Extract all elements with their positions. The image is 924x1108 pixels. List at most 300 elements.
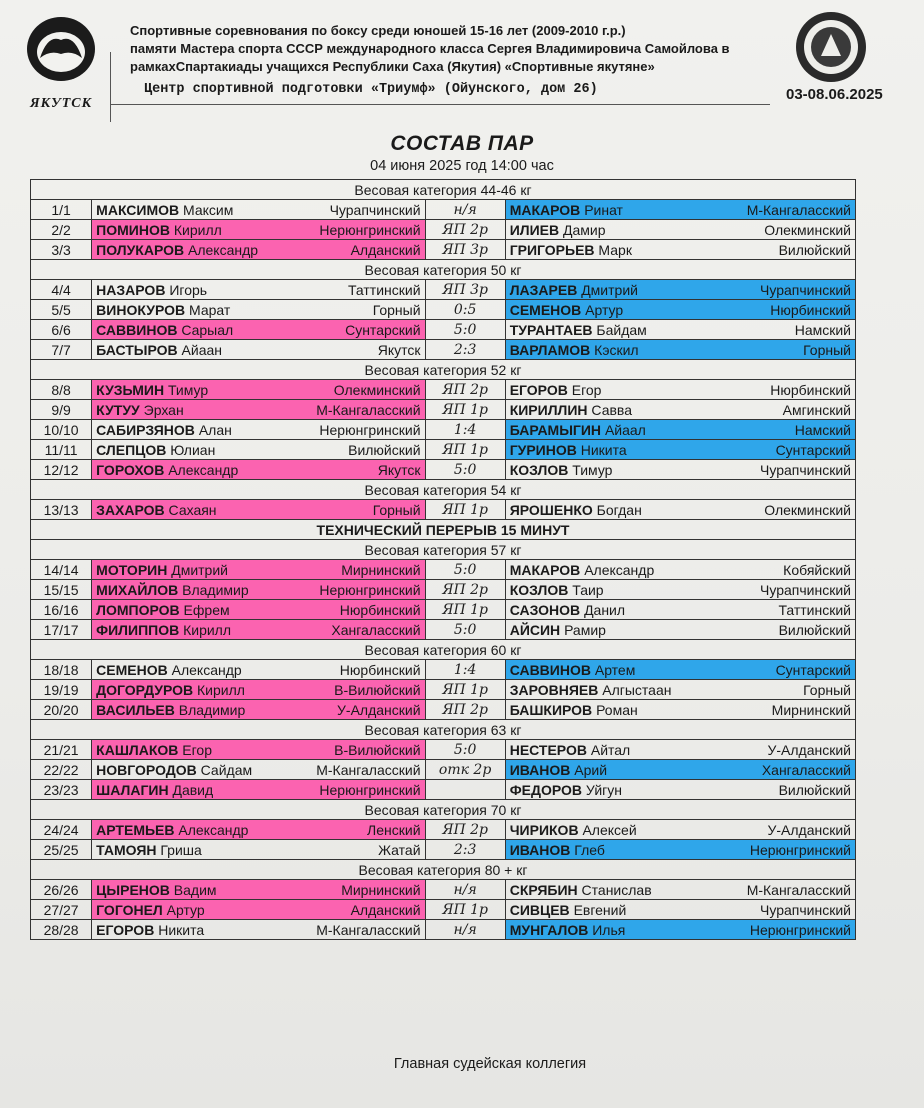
blue-fighter-last-name: СКРЯБИН — [509, 881, 578, 898]
red-fighter-first-name: Александр — [171, 661, 242, 678]
red-fighter-first-name: Сайдам — [200, 761, 253, 778]
weight-category-row — [31, 800, 856, 820]
blue-fighter-last-name: МАКАРОВ — [509, 201, 581, 218]
red-fighter-last-name: ДОГОРДУРОВ — [96, 681, 194, 698]
red-fighter-name — [96, 782, 213, 798]
red-fighter-wrap — [96, 282, 420, 298]
red-corner-fighter — [92, 820, 425, 840]
red-fighter-first-name: Игорь — [169, 281, 208, 298]
pair-row — [31, 920, 856, 940]
bout-result: ЯП 1р — [425, 680, 505, 700]
red-fighter-wrap — [96, 302, 420, 318]
header-divider-vertical — [110, 52, 111, 122]
bout-number: 10/10 — [31, 420, 92, 440]
red-fighter-first-name: Ефрем — [183, 601, 230, 618]
blue-fighter-region: Намский — [794, 421, 851, 438]
blue-fighter-last-name: ЕГОРОВ — [509, 381, 568, 398]
red-fighter-first-name: Владимир — [178, 701, 246, 718]
pair-row — [31, 420, 856, 440]
blue-fighter-last-name: ЧИРИКОВ — [509, 821, 579, 838]
pair-row — [31, 220, 856, 240]
blue-fighter-region: Сунтарский — [775, 441, 851, 458]
bout-result: н/я — [425, 920, 505, 940]
blue-fighter-wrap — [510, 342, 851, 358]
red-fighter-name — [96, 302, 230, 318]
red-fighter-first-name: Александр — [178, 821, 249, 838]
red-fighter-wrap — [96, 762, 420, 778]
blue-fighter-first-name: Ринат — [584, 201, 623, 218]
bout-number: 26/26 — [31, 880, 92, 900]
pair-row — [31, 600, 856, 620]
blue-fighter-region: Таттинский — [778, 601, 851, 618]
bout-number: 14/14 — [31, 560, 92, 580]
red-fighter-region: Ленский — [367, 821, 421, 838]
red-fighter-region: Нюрбинский — [339, 601, 421, 618]
blue-corner-fighter — [505, 300, 855, 320]
weight-category-label: Весовая категория 52 кг — [31, 360, 856, 380]
blue-fighter-wrap — [510, 682, 851, 698]
bout-result: ЯП 1р — [425, 500, 505, 520]
pair-row — [31, 840, 856, 860]
bout-number: 13/13 — [31, 500, 92, 520]
blue-fighter-wrap — [510, 582, 851, 598]
red-fighter-region: Мирнинский — [341, 561, 421, 578]
red-fighter-region: Нерюнгринский — [319, 421, 421, 438]
blue-fighter-wrap — [510, 622, 851, 638]
red-corner-fighter — [92, 440, 425, 460]
red-fighter-name — [96, 562, 228, 578]
pair-row — [31, 380, 856, 400]
weight-category-label: Весовая категория 70 кг — [31, 800, 856, 820]
bout-number: 8/8 — [31, 380, 92, 400]
organization-seal — [792, 10, 870, 84]
blue-fighter-last-name: МАКАРОВ — [509, 561, 581, 578]
blue-fighter-first-name: Алексей — [582, 821, 637, 838]
blue-fighter-last-name: ФЕДОРОВ — [509, 781, 583, 798]
bout-result — [425, 780, 505, 800]
blue-corner-fighter — [505, 380, 855, 400]
red-corner-fighter — [92, 600, 425, 620]
red-fighter-name — [96, 842, 202, 858]
red-fighter-region: Алданский — [350, 901, 421, 918]
blue-fighter-first-name: Рамир — [564, 621, 606, 638]
blue-corner-fighter — [505, 920, 855, 940]
red-fighter-region: Жатай — [378, 841, 421, 858]
blue-corner-fighter — [505, 280, 855, 300]
bout-result: 1:4 — [425, 660, 505, 680]
red-fighter-name — [96, 502, 216, 518]
blue-fighter-region: Амгинский — [782, 401, 851, 418]
blue-fighter-name — [510, 782, 622, 798]
red-fighter-wrap — [96, 882, 420, 898]
blue-fighter-first-name: Таир — [572, 581, 604, 598]
red-fighter-name — [96, 762, 252, 778]
blue-corner-fighter — [505, 320, 855, 340]
blue-corner-fighter — [505, 820, 855, 840]
red-corner-fighter — [92, 760, 425, 780]
blue-fighter-last-name: БАШКИРОВ — [509, 701, 593, 718]
red-corner-fighter — [92, 580, 425, 600]
bout-result: 1:4 — [425, 420, 505, 440]
red-fighter-last-name: КУЗЬМИН — [96, 381, 165, 398]
red-fighter-name — [96, 602, 229, 618]
bout-number: 28/28 — [31, 920, 92, 940]
red-corner-fighter — [92, 200, 425, 220]
red-fighter-name — [96, 222, 222, 238]
blue-corner-fighter — [505, 460, 855, 480]
pair-row — [31, 400, 856, 420]
red-fighter-name — [96, 442, 215, 458]
red-fighter-name — [96, 882, 216, 898]
bout-number: 3/3 — [31, 240, 92, 260]
bout-result: 5:0 — [425, 620, 505, 640]
red-fighter-region: М-Кангаласский — [316, 921, 421, 938]
red-fighter-last-name: ЕГОРОВ — [96, 921, 155, 938]
red-fighter-region: Горный — [372, 501, 421, 518]
bout-number: 2/2 — [31, 220, 92, 240]
red-fighter-region: Хангаласский — [331, 621, 421, 638]
blue-fighter-first-name: Артур — [585, 301, 624, 318]
blue-fighter-wrap — [510, 382, 851, 398]
blue-fighter-region: Горный — [803, 681, 851, 698]
red-fighter-name — [96, 402, 184, 418]
red-fighter-region: Якутск — [377, 341, 421, 358]
blue-fighter-name — [510, 842, 605, 858]
blue-fighter-region: Нерюнгринский — [749, 841, 851, 858]
blue-fighter-region: Кобяйский — [783, 561, 851, 578]
blue-fighter-wrap — [510, 322, 851, 338]
red-corner-fighter — [92, 780, 425, 800]
red-fighter-wrap — [96, 502, 420, 518]
red-fighter-region: М-Кангаласский — [316, 761, 421, 778]
red-fighter-last-name: БАСТЫРОВ — [96, 341, 178, 358]
blue-fighter-name — [510, 902, 627, 918]
blue-fighter-last-name: ВАРЛАМОВ — [509, 341, 591, 358]
red-fighter-last-name: МАКСИМОВ — [96, 201, 180, 218]
blue-fighter-region: Чурапчинский — [760, 281, 851, 298]
red-corner-fighter — [92, 400, 425, 420]
technical-break-row — [31, 520, 856, 540]
footer-judges: Главная судейская коллегия — [393, 1056, 587, 1072]
bout-result: ЯП 2р — [425, 700, 505, 720]
red-fighter-last-name: ВАСИЛЬЕВ — [96, 701, 175, 718]
blue-fighter-last-name: НЕСТЕРОВ — [509, 741, 587, 758]
blue-fighter-first-name: Роман — [596, 701, 638, 718]
blue-fighter-last-name: БАРАМЫГИН — [509, 421, 602, 438]
red-corner-fighter — [92, 660, 425, 680]
weight-category-label: Весовая категория 54 кг — [31, 480, 856, 500]
weight-category-label: Весовая категория 57 кг — [31, 540, 856, 560]
red-fighter-name — [96, 662, 242, 678]
blue-fighter-name — [510, 582, 604, 598]
red-fighter-wrap — [96, 782, 420, 798]
blue-fighter-last-name: ЗАРОВНЯЕВ — [509, 681, 599, 698]
red-fighter-last-name: АРТЕМЬЕВ — [96, 821, 175, 838]
blue-fighter-region: Нюрбинский — [770, 381, 851, 398]
red-fighter-name — [96, 382, 208, 398]
red-corner-fighter — [92, 620, 425, 640]
blue-fighter-region: Чурапчинский — [760, 901, 851, 918]
blue-fighter-last-name: САЗОНОВ — [509, 601, 581, 618]
red-corner-fighter — [92, 840, 425, 860]
blue-fighter-name — [510, 282, 638, 298]
red-fighter-last-name: ПОЛУКАРОВ — [96, 241, 185, 258]
bout-result: ЯП 3р — [425, 280, 505, 300]
blue-fighter-last-name: САВВИНОВ — [509, 661, 591, 678]
pair-row — [31, 880, 856, 900]
weight-category-label: Весовая категория 63 кг — [31, 720, 856, 740]
blue-fighter-region: Нюрбинский — [770, 301, 851, 318]
event-dates: 03-08.06.2025 — [786, 86, 883, 103]
blue-corner-fighter — [505, 580, 855, 600]
blue-fighter-first-name: Савва — [591, 401, 632, 418]
bout-number: 5/5 — [31, 300, 92, 320]
blue-fighter-name — [510, 762, 607, 778]
weight-category-label: Весовая категория 50 кг — [31, 260, 856, 280]
bout-result: ЯП 2р — [425, 580, 505, 600]
bout-number: 24/24 — [31, 820, 92, 840]
red-fighter-wrap — [96, 222, 420, 238]
blue-fighter-first-name: Артем — [594, 661, 636, 678]
red-fighter-wrap — [96, 682, 420, 698]
blue-fighter-name — [510, 502, 642, 518]
red-fighter-region: Горный — [372, 301, 421, 318]
bout-number: 22/22 — [31, 760, 92, 780]
blue-corner-fighter — [505, 200, 855, 220]
weight-category-row — [31, 260, 856, 280]
blue-fighter-region: Вилюйский — [778, 241, 851, 258]
pair-row — [31, 700, 856, 720]
red-fighter-first-name: Кирилл — [197, 681, 245, 698]
red-fighter-name — [96, 702, 245, 718]
blue-corner-fighter — [505, 900, 855, 920]
red-fighter-region: Нюрбинский — [339, 661, 421, 678]
bout-result: н/я — [425, 880, 505, 900]
red-fighter-region: У-Алданский — [337, 701, 421, 718]
blue-fighter-first-name: Арий — [574, 761, 608, 778]
blue-corner-fighter — [505, 400, 855, 420]
red-fighter-first-name: Гриша — [160, 841, 202, 858]
red-corner-fighter — [92, 380, 425, 400]
red-fighter-wrap — [96, 902, 420, 918]
blue-fighter-last-name: ЯРОШЕНКО — [509, 501, 593, 518]
bout-number: 19/19 — [31, 680, 92, 700]
red-fighter-region: Вилюйский — [348, 441, 421, 458]
red-fighter-last-name: ГОГОНЕЛ — [96, 901, 163, 918]
blue-fighter-first-name: Байдам — [596, 321, 647, 338]
blue-fighter-first-name: Алгыстаан — [602, 681, 672, 698]
red-fighter-wrap — [96, 662, 420, 678]
red-fighter-region: Таттинский — [347, 281, 421, 298]
blue-fighter-first-name: Уйгун — [585, 781, 622, 798]
blue-fighter-last-name: МУНГАЛОВ — [509, 921, 589, 938]
blue-fighter-first-name: Тимур — [572, 461, 613, 478]
red-corner-fighter — [92, 220, 425, 240]
red-fighter-wrap — [96, 402, 420, 418]
red-fighter-name — [96, 282, 207, 298]
red-fighter-wrap — [96, 842, 420, 858]
pair-row — [31, 300, 856, 320]
red-fighter-last-name: ЛОМПОРОВ — [96, 601, 180, 618]
red-corner-fighter — [92, 920, 425, 940]
blue-fighter-region: У-Алданский — [767, 741, 851, 758]
red-fighter-name — [96, 582, 248, 598]
bout-result: 2:3 — [425, 840, 505, 860]
red-fighter-first-name: Никита — [158, 921, 205, 938]
blue-corner-fighter — [505, 620, 855, 640]
red-fighter-wrap — [96, 562, 420, 578]
blue-fighter-last-name: СИВЦЕВ — [509, 901, 570, 918]
blue-fighter-wrap — [510, 302, 851, 318]
city-label: ЯКУТСК — [30, 96, 93, 111]
red-corner-fighter — [92, 500, 425, 520]
blue-fighter-last-name: КОЗЛОВ — [509, 581, 569, 598]
red-fighter-last-name: НАЗАРОВ — [96, 281, 166, 298]
red-fighter-wrap — [96, 422, 420, 438]
weight-category-row — [31, 860, 856, 880]
event-logo — [24, 14, 98, 84]
weight-category-row — [31, 720, 856, 740]
red-fighter-first-name: Юлиан — [170, 441, 216, 458]
red-fighter-name — [96, 322, 233, 338]
blue-fighter-name — [510, 702, 638, 718]
red-corner-fighter — [92, 240, 425, 260]
bout-number: 25/25 — [31, 840, 92, 860]
blue-fighter-wrap — [510, 562, 851, 578]
blue-corner-fighter — [505, 780, 855, 800]
red-fighter-first-name: Артур — [166, 901, 205, 918]
pair-row — [31, 200, 856, 220]
blue-fighter-name — [510, 422, 646, 438]
blue-corner-fighter — [505, 560, 855, 580]
pair-row — [31, 660, 856, 680]
blue-fighter-first-name: Богдан — [596, 501, 642, 518]
bout-number: 6/6 — [31, 320, 92, 340]
blue-fighter-wrap — [510, 742, 851, 758]
blue-fighter-name — [510, 602, 625, 618]
pair-row — [31, 320, 856, 340]
blue-fighter-last-name: ИВАНОВ — [509, 841, 571, 858]
blue-fighter-name — [510, 242, 632, 258]
red-fighter-last-name: ТАМОЯН — [96, 841, 157, 858]
blue-fighter-region: Чурапчинский — [760, 581, 851, 598]
red-fighter-last-name: КУТУУ — [96, 401, 140, 418]
red-fighter-first-name: Владимир — [182, 581, 249, 598]
bout-result: 5:0 — [425, 740, 505, 760]
pair-row — [31, 680, 856, 700]
red-fighter-last-name: ПОМИНОВ — [96, 221, 170, 238]
red-fighter-first-name: Сахаян — [168, 501, 217, 518]
red-fighter-wrap — [96, 702, 420, 718]
red-corner-fighter — [92, 900, 425, 920]
red-fighter-last-name: ЦЫРЕНОВ — [96, 881, 170, 898]
weight-category-row — [31, 480, 856, 500]
blue-fighter-wrap — [510, 502, 851, 518]
blue-fighter-first-name: Айаал — [604, 421, 646, 438]
red-fighter-region: Чурапчинский — [329, 201, 421, 218]
blue-fighter-last-name: ГРИГОРЬЕВ — [509, 241, 595, 258]
weight-category-row — [31, 640, 856, 660]
red-fighter-name — [96, 742, 212, 758]
blue-fighter-name — [510, 742, 631, 758]
blue-fighter-region: У-Алданский — [767, 821, 851, 838]
blue-fighter-wrap — [510, 222, 851, 238]
blue-corner-fighter — [505, 760, 855, 780]
blue-fighter-region: Вилюйский — [778, 621, 851, 638]
red-fighter-wrap — [96, 462, 420, 478]
pair-row — [31, 900, 856, 920]
bout-result: отк 2р — [425, 760, 505, 780]
blue-fighter-wrap — [510, 282, 851, 298]
red-fighter-region: Сунтарский — [345, 321, 421, 338]
red-fighter-last-name: ВИНОКУРОВ — [96, 301, 186, 318]
pair-row — [31, 740, 856, 760]
blue-fighter-first-name: Дмитрий — [581, 281, 638, 298]
red-fighter-first-name: Марат — [189, 301, 231, 318]
session-datetime: 04 июня 2025 год 14:00 час — [370, 158, 554, 174]
red-fighter-first-name: Дмитрий — [171, 561, 228, 578]
blue-fighter-wrap — [510, 402, 851, 418]
red-fighter-first-name: Тимур — [167, 381, 209, 398]
red-fighter-region: В-Вилюйский — [334, 741, 421, 758]
blue-fighter-name — [510, 622, 606, 638]
red-fighter-wrap — [96, 922, 420, 938]
blue-corner-fighter — [505, 600, 855, 620]
blue-corner-fighter — [505, 240, 855, 260]
pair-row — [31, 620, 856, 640]
blue-fighter-name — [510, 222, 606, 238]
red-fighter-last-name: САВВИНОВ — [96, 321, 178, 338]
red-fighter-last-name: КАШЛАКОВ — [96, 741, 179, 758]
bout-result: ЯП 3р — [425, 240, 505, 260]
venue-line: Центр спортивной подготовки «Триумф» (Ойунского, дом 26) — [144, 82, 598, 97]
red-fighter-name — [96, 682, 245, 698]
bout-number: 23/23 — [31, 780, 92, 800]
blue-fighter-wrap — [510, 462, 851, 478]
pair-row — [31, 500, 856, 520]
blue-fighter-region: Олекминский — [764, 221, 851, 238]
blue-fighter-first-name: Егор — [571, 381, 602, 398]
blue-corner-fighter — [505, 500, 855, 520]
red-fighter-first-name: Егор — [182, 741, 212, 758]
red-fighter-first-name: Максим — [183, 201, 234, 218]
blue-corner-fighter — [505, 660, 855, 680]
red-fighter-last-name: ШАЛАГИН — [96, 781, 169, 798]
blue-fighter-wrap — [510, 922, 851, 938]
red-corner-fighter — [92, 340, 425, 360]
bout-result: 0:5 — [425, 300, 505, 320]
blue-fighter-last-name: СЕМЕНОВ — [509, 301, 582, 318]
blue-fighter-region: М-Кангаласский — [746, 201, 851, 218]
weight-category-row — [31, 180, 856, 200]
red-corner-fighter — [92, 700, 425, 720]
red-fighter-name — [96, 822, 248, 838]
page-title: СОСТАВ ПАР — [390, 132, 534, 155]
red-corner-fighter — [92, 460, 425, 480]
red-fighter-region: Нерюнгринский — [319, 581, 421, 598]
blue-corner-fighter — [505, 440, 855, 460]
blue-fighter-name — [510, 922, 626, 938]
red-fighter-wrap — [96, 322, 420, 338]
blue-fighter-last-name: ИЛИЕВ — [509, 221, 560, 238]
red-fighter-last-name: МИХАЙЛОВ — [96, 581, 179, 598]
pair-row — [31, 340, 856, 360]
event-line-1: Спортивные соревнования по боксу среди юношей 15-16 лет (2009-2010 г.р.) — [130, 23, 626, 38]
red-fighter-name — [96, 622, 231, 638]
bout-number: 9/9 — [31, 400, 92, 420]
blue-fighter-name — [510, 382, 602, 398]
pair-row — [31, 580, 856, 600]
